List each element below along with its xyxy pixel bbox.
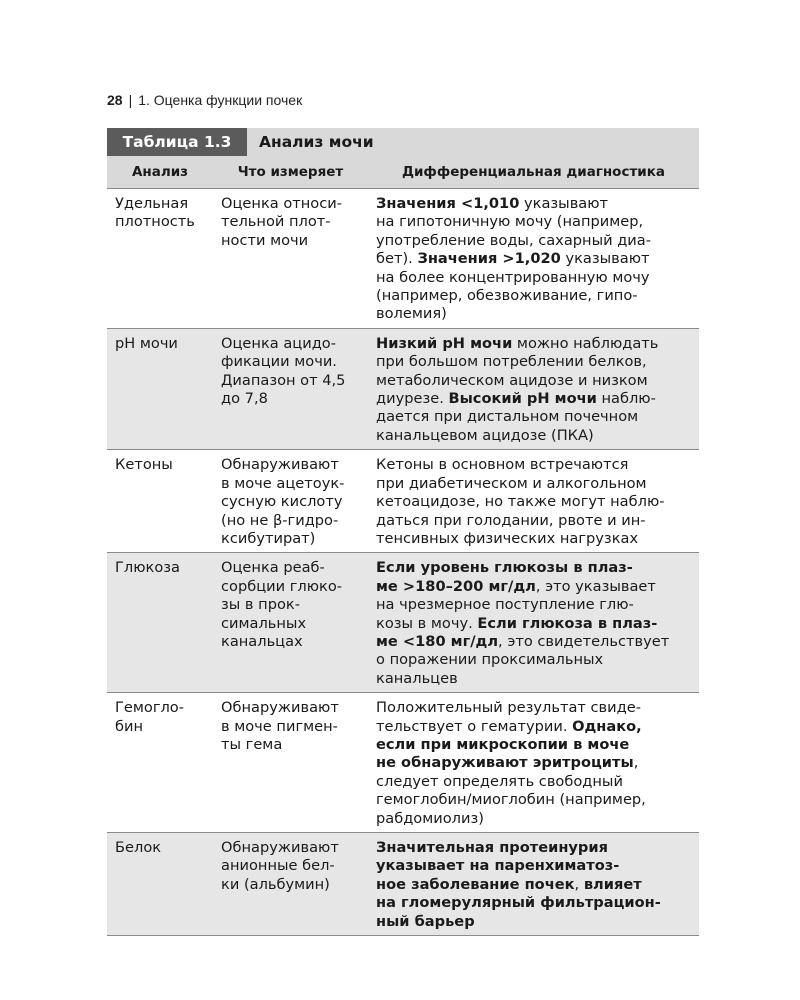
diagnosis-line	[376, 456, 695, 474]
text-run: бет).	[376, 250, 418, 268]
analysis-line: Кетоны	[115, 456, 173, 474]
diagnosis-line	[376, 390, 695, 408]
column-header-analysis: Анализ	[107, 156, 213, 189]
measures-line: сорбции глюко-	[221, 577, 343, 595]
diagnosis-line	[376, 754, 695, 772]
diagnosis-line	[376, 596, 695, 614]
measures-line: Обнаруживают	[221, 699, 339, 717]
table-row	[107, 189, 699, 329]
text-run: Положительный результат свиде-	[376, 699, 641, 717]
cell-measures	[213, 693, 368, 833]
header-separator: |	[128, 92, 133, 108]
text-run: следует определять свободный	[376, 772, 623, 790]
cell-diagnosis	[368, 833, 699, 936]
bold-text: Значения >1,020	[417, 250, 561, 268]
cell-measures	[213, 450, 368, 553]
text-run: канальцев	[376, 669, 458, 687]
text-run: употребление воды, сахарный диа-	[376, 231, 652, 249]
text-run: о поражении проксимальных	[376, 651, 604, 669]
measures-line: фикации мочи.	[221, 353, 337, 371]
measures-line: до 7,8	[221, 390, 268, 408]
text-run: можно наблюдать	[512, 334, 659, 352]
cell-diagnosis	[368, 553, 699, 693]
cell-diagnosis	[368, 450, 699, 553]
bold-text: Если уровень глюкозы в плаз-	[376, 559, 633, 577]
diagnosis-line	[376, 493, 695, 511]
bold-text: на гломерулярный фильтрацион-	[376, 894, 661, 912]
measures-line: Диапазон от 4,5	[221, 371, 346, 389]
table-label: Таблица 1.3	[107, 128, 247, 156]
cell-measures	[213, 553, 368, 693]
measures-line: Оценка ацидо-	[221, 334, 336, 352]
text-run: , это указывает	[535, 577, 656, 595]
analysis-line: pH мочи	[115, 334, 178, 352]
cell-measures	[213, 833, 368, 936]
bold-text: Если глюкоза в плаз-	[477, 614, 658, 632]
diagnosis-line	[376, 335, 695, 353]
text-run: дается при дистальном почечном	[376, 408, 639, 426]
diagnosis-line	[376, 699, 695, 717]
bold-text: указывает на паренхиматоз-	[376, 857, 620, 875]
diagnosis-line	[376, 810, 695, 828]
bold-text: не обнаруживают эритроциты	[376, 754, 634, 772]
diagnosis-line	[376, 633, 695, 651]
diagnosis-line	[376, 269, 695, 287]
bold-text: Однако,	[572, 717, 642, 735]
diagnosis-line	[376, 427, 695, 445]
diagnosis-line	[376, 195, 695, 213]
bold-text: Высокий pH мочи	[448, 390, 597, 408]
cell-measures	[213, 328, 368, 449]
bold-text: ме <180 мг/дл	[376, 632, 499, 650]
diagnosis-line	[376, 894, 695, 912]
measures-line: ки (альбумин)	[221, 875, 330, 893]
table-row	[107, 693, 699, 833]
text-run: на гипотоничную мочу (например,	[376, 213, 644, 231]
diagnosis-line	[376, 475, 695, 493]
text-run: диурезе.	[376, 390, 449, 408]
diagnosis-line	[376, 287, 695, 305]
diagnosis-line	[376, 353, 695, 371]
diagnosis-line	[376, 857, 695, 875]
column-header-measures: Что измеряет	[213, 156, 368, 189]
diagnosis-line	[376, 839, 695, 857]
text-run: тенсивных физических нагрузках	[376, 529, 639, 547]
cell-analysis	[107, 450, 213, 553]
bold-text: Значительная протеинурия	[376, 839, 608, 856]
measures-line: (но не β-гидро-	[221, 511, 339, 529]
analysis-line: Удельная	[115, 195, 189, 212]
text-run: , это свидетельствует	[498, 632, 670, 650]
diagnosis-line	[376, 530, 695, 548]
cell-analysis	[107, 328, 213, 449]
chapter-title: 1. Оценка функции почек	[138, 92, 303, 108]
measures-line: Обнаруживают	[221, 456, 339, 474]
bold-text: влияет	[583, 875, 642, 893]
page-number: 28	[107, 92, 123, 108]
measures-line: сусную кислоту	[221, 493, 343, 511]
text-run: кетоацидозе, но также могут наблю-	[376, 493, 665, 511]
diagnosis-line	[376, 736, 695, 754]
text-run: козы в мочу.	[376, 614, 478, 632]
bold-text: ное заболевание почек	[376, 875, 575, 893]
cell-analysis	[107, 693, 213, 833]
table-row	[107, 833, 699, 936]
text-run: на чрезмерное поступление глю-	[376, 596, 634, 614]
bold-text: ме >180–200 мг/дл	[376, 577, 536, 595]
measures-line: Оценка относи-	[221, 195, 343, 212]
text-run: при большом потреблении белков,	[376, 353, 647, 371]
diagnosis-line	[376, 250, 695, 268]
measures-line: Обнаруживают	[221, 839, 339, 856]
measures-line: Оценка реаб-	[221, 559, 325, 577]
running-header	[107, 92, 302, 108]
analysis-line: Глюкоза	[115, 559, 180, 577]
analysis-line: бин	[115, 717, 144, 735]
text-run: ,	[574, 875, 584, 893]
bold-text: если при микроскопии в моче	[376, 735, 630, 753]
text-run: канальцевом ацидозе (ПКА)	[376, 426, 594, 444]
diagnosis-line	[376, 615, 695, 633]
analysis-line: плотность	[115, 213, 195, 231]
cell-diagnosis	[368, 693, 699, 833]
diagnosis-line	[376, 512, 695, 530]
table-row	[107, 450, 699, 553]
text-run: наблю-	[596, 390, 656, 408]
text-run: гемоглобин/миоглобин (например,	[376, 791, 646, 809]
text-run: волемия)	[376, 305, 447, 323]
measures-line: в моче пигмен-	[221, 717, 338, 735]
diagnosis-line	[376, 578, 695, 596]
analysis-line: Гемогло-	[115, 699, 185, 717]
table-title: Анализ мочи	[259, 133, 374, 151]
diagnosis-line	[376, 913, 695, 931]
diagnosis-line	[376, 232, 695, 250]
measures-line: ты гема	[221, 735, 283, 753]
measures-line: ности мочи	[221, 231, 309, 249]
cell-analysis	[107, 189, 213, 329]
diagnosis-line	[376, 305, 695, 323]
bold-text: ный барьер	[376, 912, 475, 930]
measures-line: канальцах	[221, 632, 303, 650]
measures-line: анионные бел-	[221, 857, 335, 875]
text-run: ,	[633, 754, 639, 772]
text-run: (например, обезвоживание, гипо-	[376, 287, 638, 305]
diagnosis-line	[376, 408, 695, 426]
urinalysis-table	[107, 156, 699, 936]
measures-line: зы в прок-	[221, 596, 300, 614]
cell-analysis	[107, 553, 213, 693]
cell-diagnosis	[368, 328, 699, 449]
table-row	[107, 328, 699, 449]
text-run: тельствует о гематурии.	[376, 717, 573, 735]
bold-text: Низкий pH мочи	[376, 334, 513, 352]
diagnosis-line	[376, 670, 695, 688]
diagnosis-line	[376, 791, 695, 809]
text-run: рабдомиолиз)	[376, 809, 484, 827]
measures-line: в моче ацетоук-	[221, 474, 345, 492]
diagnosis-line	[376, 213, 695, 231]
text-run: метаболическом ацидозе и низком	[376, 371, 648, 389]
cell-analysis	[107, 833, 213, 936]
text-run: на более концентрированную мочу	[376, 268, 650, 286]
table-caption	[107, 128, 699, 156]
table-row	[107, 553, 699, 693]
diagnosis-line	[376, 718, 695, 736]
cell-measures	[213, 189, 368, 329]
analysis-line: Белок	[115, 839, 162, 856]
measures-line: ксибутират)	[221, 529, 316, 547]
diagnosis-line	[376, 559, 695, 577]
text-run: даться при голодании, рвоте и ин-	[376, 511, 646, 529]
measures-line: тельной плот-	[221, 213, 331, 231]
diagnosis-line	[376, 372, 695, 390]
cell-diagnosis	[368, 189, 699, 329]
diagnosis-line	[376, 773, 695, 791]
text-run: Кетоны в основном встречаются	[376, 456, 629, 474]
diagnosis-line	[376, 651, 695, 669]
text-run: при диабетическом и алкогольном	[376, 474, 647, 492]
text-run: указывают	[560, 250, 650, 268]
column-header-diagnosis: Дифференциальная диагностика	[368, 156, 699, 189]
text-run: указывают	[519, 195, 609, 212]
bold-text: Значения <1,010	[376, 195, 520, 212]
diagnosis-line	[376, 876, 695, 894]
measures-line: симальных	[221, 614, 307, 632]
table-header-row	[107, 156, 699, 189]
